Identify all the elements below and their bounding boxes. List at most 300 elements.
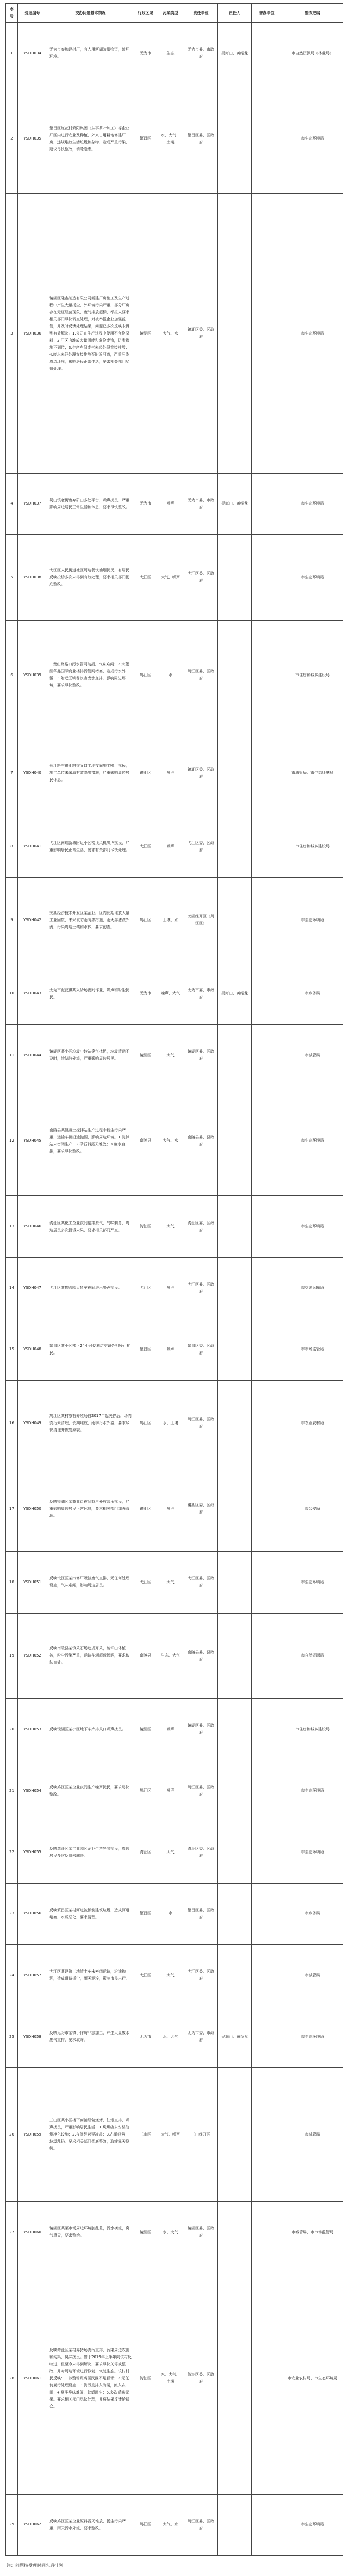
supervising-unit: [252, 1086, 282, 1196]
responsible-unit: 鸠江区委、区政府: [184, 620, 218, 730]
case-code: YSDH048: [18, 1319, 47, 1380]
supervising-unit: [252, 2068, 282, 2202]
region: 无为市: [134, 473, 157, 534]
responsible-person: [218, 2494, 252, 2555]
region: 繁昌区: [134, 1883, 157, 1944]
responsible-unit: 湾沚区委、区政府: [184, 1196, 218, 1257]
column-header: 行政区域: [134, 4, 157, 23]
region: 繁昌区: [134, 1319, 157, 1380]
case-code: YSDH062: [18, 2494, 47, 2555]
row-number: 12: [6, 1086, 18, 1196]
responsible-person: 吴海山、黄绍龙: [218, 473, 252, 534]
column-header: 受理编号: [18, 4, 47, 23]
problem-description: 反映弋江区某汽修厂喷漆废气直排，无任何处理设施，气味难闻，影响周边居民。: [47, 1552, 134, 1613]
case-code: YSDH043: [18, 963, 47, 1024]
responsible-person: [218, 1086, 252, 1196]
row-number: 14: [6, 1257, 18, 1319]
region: 鸠江区: [134, 878, 157, 963]
region: 无为市: [134, 2006, 157, 2068]
pollution-type: 水、大气: [157, 2202, 184, 2263]
case-code: YSDH059: [18, 2068, 47, 2202]
responsible-person: [218, 620, 252, 730]
responsible-unit: 镜湖区委、区政府: [184, 1699, 218, 1760]
supervising-unit: [252, 1319, 282, 1380]
problem-description: 反映鸠江区某企业原料露天堆放，扬尘污染严重，雨天污水外流，要求整改。: [47, 2494, 134, 2555]
pollution-type: 噪声: [157, 1466, 184, 1552]
responsible-person: [218, 878, 252, 963]
responsible-person: [218, 194, 252, 473]
pollution-type: 水、土壤: [157, 1380, 184, 1466]
pollution-type: 水: [157, 1883, 184, 1944]
problem-description: 三山区某小区楼下商铺经营烧烤，油烟直排，噪声扰民，严重影响居民生活：1.烧烤店未安装油烟净化设施；2.夜间经营至凌晨；3.占道经营，垃圾乱扔。要求相关部门彻底整改，取缔露天烧烤。: [47, 2068, 134, 2202]
table-row: [6, 1822, 343, 1883]
case-code: YSDH053: [18, 1699, 47, 1760]
problem-description: 反映湾沚区某工业园区企业生产异味扰民，周边居民多次反映未解决。: [47, 1822, 134, 1883]
responsible-unit: 无为市委、市政府: [184, 473, 218, 534]
responsible-person: [218, 1883, 252, 1944]
responsible-person: 吴海山、黄绍龙: [218, 23, 252, 84]
responsible-unit: 无为市委、市政府: [184, 23, 218, 84]
responsible-unit: 无为市委、市政府: [184, 963, 218, 1024]
region: 鸠江区: [134, 2494, 157, 2555]
responsible-person: [218, 1822, 252, 1883]
rectification-progress: 市生态环境局: [282, 1196, 343, 1257]
region: 无为市: [134, 23, 157, 84]
supervising-unit: [252, 1024, 282, 1086]
row-number: 22: [6, 1822, 18, 1883]
table-row: [6, 23, 343, 84]
responsible-unit: 三山经开区: [184, 2068, 218, 2202]
rectification-progress: 市生态环境局: [282, 1086, 343, 1196]
region: 湾沚区: [134, 2263, 157, 2494]
pollution-type: 水、大气: [157, 2006, 184, 2068]
problem-description: 鸠江区某村原有养殖场自2017年起关停后，场内粪污未清理，长期堆放，雨季污水外溢，要求尽快清理并恢复原貌。: [47, 1380, 134, 1466]
supervising-unit: [252, 84, 282, 194]
region: 镜湖区: [134, 194, 157, 473]
supervising-unit: [252, 1613, 282, 1699]
table-row: [6, 1613, 343, 1699]
table-row: [6, 2068, 343, 2202]
rectification-progress: 市生态环境局: [282, 2006, 343, 2068]
problem-description: 反映湾沚区某村养猪场粪污直排，污染周边农田和沟渠，臭味扰民。曾于2019年上半年向该村反映过，但至今未得到解决，要求尽快关停或整改，并对周边环境进行修复，恢复生态。该村村民反映：1.养殖场距离居民区不足百米；2.无任何粪污处理设施；3.粪污直排入沟渠，流入农田；4.夏季臭味难闻，蚊蝇滋生；5.多次反映无果。要求相关部门尽快处理，并将结果反馈给群众。: [47, 2263, 134, 2494]
table-row: [6, 2006, 343, 2068]
supervising-unit: [252, 878, 282, 963]
row-number: 24: [6, 1944, 18, 2006]
responsible-person: [218, 2263, 252, 2494]
table-row: [6, 1086, 343, 1196]
rectification-progress: 市城管局: [282, 2068, 343, 2202]
rectification-progress: 市住房和城乡建设局: [282, 620, 343, 730]
responsible-person: [218, 1944, 252, 2006]
rectification-progress: 市生态环境局: [282, 194, 343, 473]
supervising-unit: [252, 2006, 282, 2068]
case-code: YSDH034: [18, 23, 47, 84]
supervising-unit: [252, 194, 282, 473]
row-number: 28: [6, 2263, 18, 2494]
problem-description: 繁昌区某小区楼下24小时便利店空调外机噪声扰民。: [47, 1319, 134, 1380]
rectification-progress: 市水务局: [282, 963, 343, 1024]
table-row: [6, 1552, 343, 1613]
case-code: YSDH054: [18, 1760, 47, 1822]
pollution-type: 大气、噪声: [157, 2068, 184, 2202]
case-code: YSDH046: [18, 1196, 47, 1257]
table-row: [6, 963, 343, 1024]
responsible-unit: 繁昌区委、区政府: [184, 1319, 218, 1380]
case-code: YSDH039: [18, 620, 47, 730]
table-row: [6, 816, 343, 877]
responsible-unit: 弋江区委、区政府: [184, 535, 218, 621]
region: 弋江区: [134, 816, 157, 877]
responsible-unit: 鸠江区委、区政府: [184, 1380, 218, 1466]
region: 三山区: [134, 2068, 157, 2202]
responsible-person: [218, 730, 252, 816]
pollution-type: 生态: [157, 23, 184, 84]
problem-description: 弋江区某物流园大货车夜间进出噪声扰民。: [47, 1257, 134, 1319]
case-code: YSDH042: [18, 878, 47, 963]
responsible-unit: 湾沚区委、区政府: [184, 2263, 218, 2494]
problem-description: 反映镜湖区某商业街夜间商户外放音乐扰民，严重影响周边居民正常休息，要求相关部门加强管理。: [47, 1466, 134, 1552]
region: 繁昌区: [134, 84, 157, 194]
pollution-type: 大气: [157, 1024, 184, 1086]
row-number: 18: [6, 1552, 18, 1613]
problem-description: 湾沚区某化工企业夜间偷排废气，气味刺鼻，周边居民多次投诉未果，要求相关部门严查。: [47, 1196, 134, 1257]
responsible-person: [218, 1613, 252, 1699]
pollution-type: 大气: [157, 1196, 184, 1257]
pollution-type: 噪声: [157, 816, 184, 877]
table-row: [6, 730, 343, 816]
responsible-unit: 南陵县委、县政府: [184, 1613, 218, 1699]
pollution-type: 噪声、大气: [157, 963, 184, 1024]
table-row: [6, 2202, 343, 2263]
case-code: YSDH050: [18, 1466, 47, 1552]
row-number: 6: [6, 620, 18, 730]
row-number: 26: [6, 2068, 18, 2202]
problem-description: 反映南陵县某镇采石场违规开采，破坏山体植被，粉尘污染严重，运输车辆超载抛洒，要求依法查处。: [47, 1613, 134, 1699]
pollution-type: 大气、水: [157, 2494, 184, 2555]
supervising-unit: [252, 1699, 282, 1760]
table-row: [6, 1699, 343, 1760]
complaint-table: [5, 3, 343, 2556]
responsible-unit: 镜湖区委、区政府: [184, 730, 218, 816]
region: 镜湖区: [134, 1466, 157, 1552]
responsible-person: [218, 1319, 252, 1380]
rectification-progress: 市公安局: [282, 1466, 343, 1552]
rectification-progress: 市生态环境局: [282, 2494, 343, 2555]
problem-description: 镜湖区隆鑫制造有限公司新建厂房施工及生产过程中产生大量扬尘，外环境污染严重，部分厂房存在无证经营现象，废气排放超标，举报人要求相关部门尽快调查处理，对被举报企业加强监管，并及时反馈处理结果，问题已多次反映未得到有效解决。1.公司在生产过程中使用不合格原料；2.厂区内堆放大量固废和危险废物，防渗措施不到位；3.生产车间废气未经处理直接排放；4.废水未经处理直接排放至附近河道，严重污染周边环境，影响居民正常生活，要求相关部门尽快处理。: [47, 194, 134, 473]
rectification-progress: 市自然资源局: [282, 1613, 343, 1699]
region: 湾沚区: [134, 1196, 157, 1257]
case-code: YSDH047: [18, 1257, 47, 1319]
problem-description: 反映繁昌区某村河道被倾倒建筑垃圾，造成河道堵塞，水质恶化，要求清理。: [47, 1883, 134, 1944]
region: 镜湖区: [134, 730, 157, 816]
rectification-progress: 市生态环境局: [282, 535, 343, 621]
row-number: 15: [6, 1319, 18, 1380]
rectification-progress: 市农业农村局、市生态环境局: [282, 2263, 343, 2494]
pollution-type: 噪声: [157, 473, 184, 534]
responsible-person: 吴海山、黄绍龙: [218, 2006, 252, 2068]
problem-description: 蜀山镇老街废弃矿山多处平台，噪声扰民，严重影响周边居民正常生活和休息，要求尽快整改。: [47, 473, 134, 534]
rectification-progress: 市生态环境局: [282, 1760, 343, 1822]
row-number: 19: [6, 1613, 18, 1699]
table-row: [6, 2494, 343, 2555]
responsible-person: [218, 84, 252, 194]
supervising-unit: [252, 1552, 282, 1613]
supervising-unit: [252, 2263, 282, 2494]
table-row: [6, 1024, 343, 1086]
pollution-type: 噪声: [157, 1760, 184, 1822]
supervising-unit: [252, 1380, 282, 1466]
pollution-type: 噪声: [157, 730, 184, 816]
region: 弋江区: [134, 1257, 157, 1319]
responsible-unit: 鸠江区委、区政府: [184, 1760, 218, 1822]
rectification-progress: 市农业农村局: [282, 1380, 343, 1466]
rectification-progress: 市生态环境局: [282, 1822, 343, 1883]
pollution-type: 大气: [157, 1944, 184, 2006]
row-number: 21: [6, 1760, 18, 1822]
region: 湾沚区: [134, 1822, 157, 1883]
supervising-unit: [252, 473, 282, 534]
rectification-progress: 市城管局、市市场监管局: [282, 2202, 343, 2263]
supervising-unit: [252, 23, 282, 84]
case-code: YSDH060: [18, 2202, 47, 2263]
case-code: YSDH044: [18, 1024, 47, 1086]
table-row: [6, 535, 343, 621]
responsible-unit: 镜湖区委、区政府: [184, 1024, 218, 1086]
supervising-unit: [252, 620, 282, 730]
problem-description: 反映鸠江区某企业夜间生产噪声扰民，要求尽快整改。: [47, 1760, 134, 1822]
pollution-type: 生态、大气: [157, 1613, 184, 1699]
case-code: YSDH061: [18, 2263, 47, 2494]
supervising-unit: [252, 2202, 282, 2263]
column-header: 整改进展: [282, 4, 343, 23]
rectification-progress: 市市场监管局: [282, 1319, 343, 1380]
pollution-type: 大气、水: [157, 194, 184, 473]
responsible-person: [218, 1257, 252, 1319]
responsible-unit: 繁昌区委、区政府: [184, 84, 218, 194]
supervising-unit: [252, 2494, 282, 2555]
responsible-person: [218, 816, 252, 877]
region: 弋江区: [134, 535, 157, 621]
case-code: YSDH049: [18, 1380, 47, 1466]
problem-description: 反映无为市某镇小作坊非法加工，产生大量废水废气直排，要求取缔。: [47, 2006, 134, 2068]
table-row: [6, 2263, 343, 2494]
problem-description: 1.贵山路路口污水管网破损，气味难闻；2.大蓝湖华鑫国际商业楼排污管网堵塞，造成污水外溢；3.附近区域餐饮店废水直排，影响周边环境，要求尽快整改。: [47, 620, 134, 730]
row-number: 16: [6, 1380, 18, 1466]
table-row: [6, 84, 343, 194]
pollution-type: 噪声: [157, 1319, 184, 1380]
supervising-unit: [252, 535, 282, 621]
row-number: 9: [6, 878, 18, 963]
case-code: YSDH041: [18, 816, 47, 877]
pollution-type: 大气、噪声: [157, 535, 184, 621]
region: 鸠江区: [134, 1760, 157, 1822]
rectification-progress: 市交通运输局: [282, 1257, 343, 1319]
rectification-progress: 市住房和城乡建设局: [282, 816, 343, 877]
supervising-unit: [252, 1196, 282, 1257]
row-number: 11: [6, 1024, 18, 1086]
rectification-progress: 市住房和城乡建设局: [282, 1699, 343, 1760]
case-code: YSDH051: [18, 1552, 47, 1613]
responsible-person: [218, 1024, 252, 1086]
region: 鸠江区: [134, 620, 157, 730]
problem-description: 弋江区南瑞新城附近小区楼顶风机噪声扰民，严重影响居民正常生活，要求有关部门尽快处理。: [47, 816, 134, 877]
column-header: 污染类型: [157, 4, 184, 23]
pollution-type: 大气: [157, 1552, 184, 1613]
table-row: [6, 1466, 343, 1552]
row-number: 8: [6, 816, 18, 877]
table-row: [6, 473, 343, 534]
rectification-progress: 市城管局: [282, 1024, 343, 1086]
case-code: YSDH035: [18, 84, 47, 194]
responsible-person: [218, 2068, 252, 2202]
supervising-unit: [252, 1466, 282, 1552]
pollution-type: 水、大气、土壤: [157, 84, 184, 194]
pollution-type: 大气: [157, 1822, 184, 1883]
column-header: 交办问题基本情况: [47, 4, 134, 23]
responsible-unit: 镜湖区委、区政府: [184, 2202, 218, 2263]
responsible-unit: 芜湖经开区（鸠江区）: [184, 878, 218, 963]
problem-description: 长江路与银湖路交叉口工地夜间施工噪声扰民，施工单位未采取有效降噪措施，严重影响周边居民休息。: [47, 730, 134, 816]
responsible-unit: 弋江区委、区政府: [184, 1257, 218, 1319]
responsible-person: [218, 1466, 252, 1552]
row-number: 20: [6, 1699, 18, 1760]
responsible-person: [218, 535, 252, 621]
row-number: 3: [6, 194, 18, 473]
case-code: YSDH036: [18, 194, 47, 473]
row-number: 23: [6, 1883, 18, 1944]
table-row: [6, 1380, 343, 1466]
supervising-unit: [252, 816, 282, 877]
rectification-progress: 市城管局: [282, 1944, 343, 2006]
case-code: YSDH056: [18, 1883, 47, 1944]
case-code: YSDH040: [18, 730, 47, 816]
responsible-person: 吴海山、黄绍龙: [218, 963, 252, 1024]
responsible-person: [218, 1196, 252, 1257]
row-number: 17: [6, 1466, 18, 1552]
column-header: 序号: [6, 4, 18, 23]
region: 镜湖区: [134, 2202, 157, 2263]
rectification-progress: 市生态环境局: [282, 84, 343, 194]
row-number: 2: [6, 84, 18, 194]
row-number: 29: [6, 2494, 18, 2555]
table-row: [6, 194, 343, 473]
responsible-person: [218, 1760, 252, 1822]
supervising-unit: [252, 730, 282, 816]
responsible-unit: 鸠江区委、区政府: [184, 2494, 218, 2555]
rectification-progress: 市自然资源局（林业局）: [282, 23, 343, 84]
supervising-unit: [252, 1883, 282, 1944]
case-code: YSDH037: [18, 473, 47, 534]
region: 镜湖区: [134, 1699, 157, 1760]
problem-description: 反映镜湖区某小区地下车库排风口噪声扰民。: [47, 1699, 134, 1760]
rectification-progress: 市城管局、市生态环境局: [282, 730, 343, 816]
responsible-unit: 镜湖区委、区政府: [184, 194, 218, 473]
responsible-unit: 繁昌区委、区政府: [184, 1883, 218, 1944]
supervising-unit: [252, 1760, 282, 1822]
case-code: YSDH058: [18, 2006, 47, 2068]
problem-description: 镜湖区某菜市场周边环境脏乱差，污水横流，臭气熏天，要求整治。: [47, 2202, 134, 2263]
row-number: 13: [6, 1196, 18, 1257]
table-row: [6, 1196, 343, 1257]
problem-description: 无为市泰和建材厂，有人用河湖防洪物资，破坏环境。: [47, 23, 134, 84]
rectification-progress: 市生态环境局: [282, 878, 343, 963]
row-number: 7: [6, 730, 18, 816]
responsible-person: [218, 1380, 252, 1466]
table-body: [6, 23, 343, 2556]
region: 南陵县: [134, 1086, 157, 1196]
table-row: [6, 1883, 343, 1944]
supervising-unit: [252, 963, 282, 1024]
responsible-person: [218, 2202, 252, 2263]
problem-description: 弋江区某建筑工地渣土车未密闭运输，沿途抛洒，造成道路扬尘，雨天泥泞，影响市民出行。: [47, 1944, 134, 2006]
column-header: 责任人: [218, 4, 252, 23]
case-code: YSDH045: [18, 1086, 47, 1196]
pollution-type: 大气、水: [157, 1086, 184, 1196]
responsible-unit: 无为市委、市政府: [184, 2006, 218, 2068]
responsible-person: [218, 1552, 252, 1613]
table-row: [6, 620, 343, 730]
column-header: 责任单位: [184, 4, 218, 23]
problem-description: 芜湖经济技术开发区某企业厂区内长期堆放大量工业固废，未采取防雨防渗措施，雨天渗滤液外流，污染周边土壤和水体，要求彻查。: [47, 878, 134, 963]
responsible-unit: 弋江区委、区政府: [184, 1944, 218, 2006]
problem-description: 弋江区人民街道社区周边餐饮油烟扰民，有居民反映投诉多次未得到有效处理，要求相关部门彻底整改。: [47, 535, 134, 621]
rectification-progress: 市生态环境局: [282, 1552, 343, 1613]
row-number: 27: [6, 2202, 18, 2263]
region: 无为市: [134, 963, 157, 1024]
responsible-person: [218, 1699, 252, 1760]
problem-description: 无为市泥汊镇某采砂场夜间作业，噪声和粉尘扰民。: [47, 963, 134, 1024]
region: 镜湖区: [134, 1024, 157, 1086]
case-code: YSDH052: [18, 1613, 47, 1699]
region: 弋江区: [134, 1944, 157, 2006]
responsible-unit: 弋江区委、区政府: [184, 1552, 218, 1613]
table-header-row: [6, 4, 343, 23]
problem-description: 南陵县某混凝土搅拌站生产过程中粉尘污染严重，运输车辆沿途抛洒，影响周边环境。1.搅拌站未密闭生产；2.砂石料露天堆放；3.废水直排，要求尽快整改。: [47, 1086, 134, 1196]
case-code: YSDH038: [18, 535, 47, 621]
region: 弋江区: [134, 1552, 157, 1613]
table-row: [6, 1944, 343, 2006]
supervising-unit: [252, 1944, 282, 2006]
pollution-type: 噪声: [157, 1699, 184, 1760]
region: 南陵县: [134, 1613, 157, 1699]
row-number: 10: [6, 963, 18, 1024]
rectification-progress: 市水务局: [282, 1883, 343, 1944]
footnote: 注：问题按受理时间先后排列: [7, 2563, 63, 2568]
table-row: [6, 1319, 343, 1380]
responsible-unit: 镜湖区委、区政府: [184, 1466, 218, 1552]
row-number: 25: [6, 2006, 18, 2068]
pollution-type: 噪声: [157, 1257, 184, 1319]
row-number: 5: [6, 535, 18, 621]
region: 鸠江区: [134, 1380, 157, 1466]
table-row: [6, 1257, 343, 1319]
pollution-type: 水、大气、土壤: [157, 2263, 184, 2494]
supervising-unit: [252, 1822, 282, 1883]
row-number: 1: [6, 23, 18, 84]
responsible-unit: 弋江区委、区政府: [184, 816, 218, 877]
problem-description: 繁昌区红花村繁阳集团（从事茶叶加工）等企业厂区内进行农业及种植，外来占用耕地修建厂房，违规堆放生活垃圾和杂物，造成严重污染，建议尽快整改，消除隐患。: [47, 84, 134, 194]
column-header: 督办单位: [252, 4, 282, 23]
supervising-unit: [252, 1257, 282, 1319]
table-row: [6, 1760, 343, 1822]
table-row: [6, 878, 343, 963]
problem-description: 镜湖区某小区垃圾中转站臭气扰民，垃圾清运不及时，渗滤液外流，严重影响周边居民。: [47, 1024, 134, 1086]
responsible-unit: 湾沚区委、区政府: [184, 1822, 218, 1883]
pollution-type: 土壤、水: [157, 878, 184, 963]
rectification-progress: 市生态环境局: [282, 473, 343, 534]
row-number: 4: [6, 473, 18, 534]
case-code: YSDH057: [18, 1944, 47, 2006]
